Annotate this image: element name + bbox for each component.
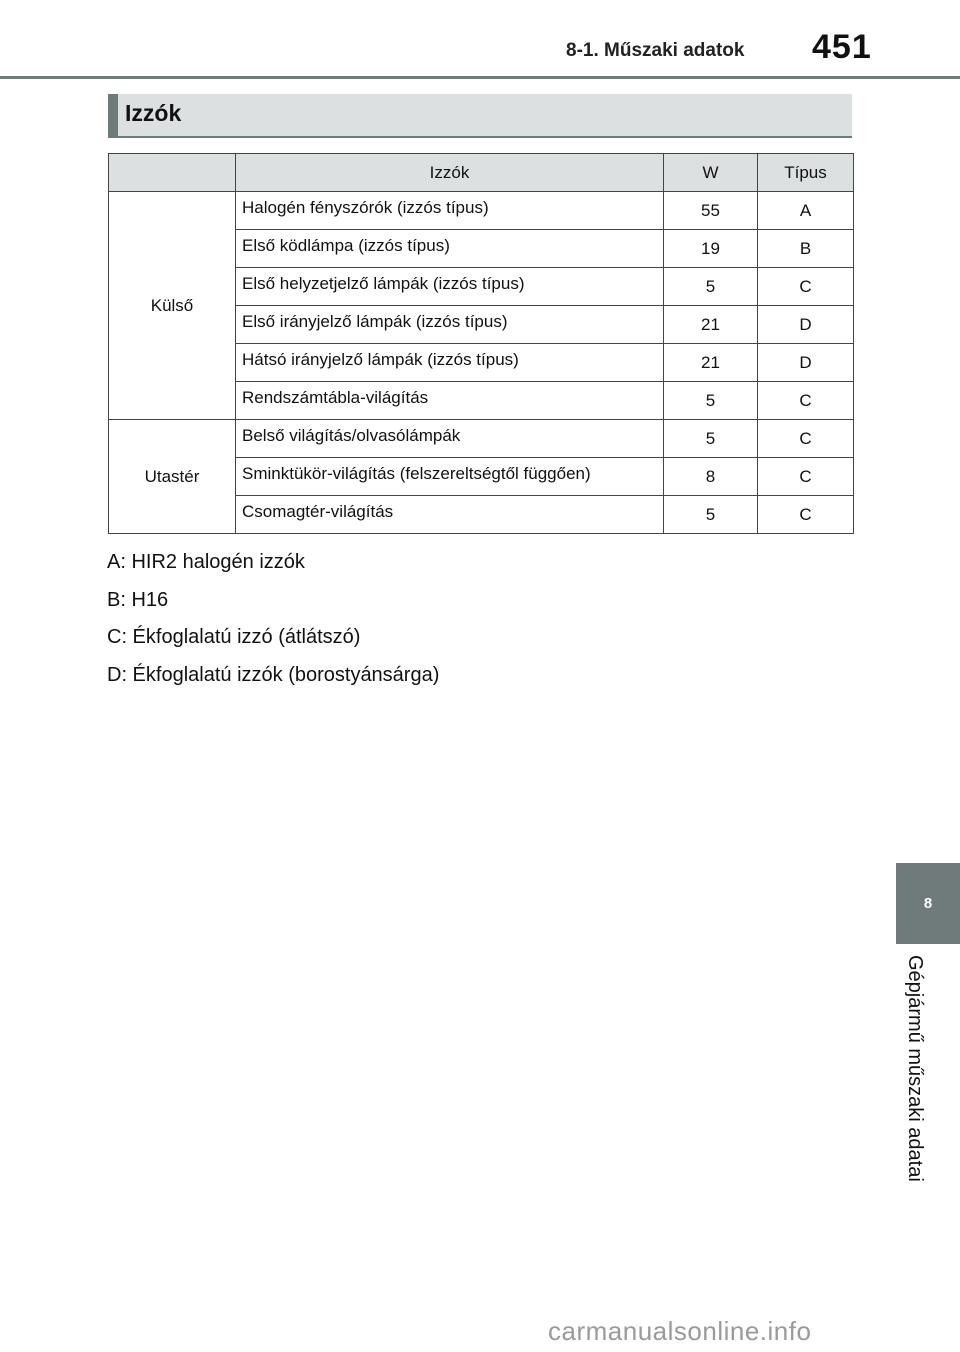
bulb-type: D xyxy=(758,344,854,382)
legend-item: C: Ékfoglalatú izzó (átlátszó) xyxy=(107,626,361,648)
header-divider xyxy=(0,76,960,79)
bulb-name: Halogén fényszórók (izzós típus) xyxy=(236,192,664,230)
bulb-name: Sminktükör-világítás (felszereltségtől függően) xyxy=(236,458,664,496)
bulb-type: C xyxy=(758,268,854,306)
bulb-wattage: 5 xyxy=(664,268,758,306)
bulb-wattage: 8 xyxy=(664,458,758,496)
bulb-name: Hátsó irányjelző lámpák (izzós típus) xyxy=(236,344,664,382)
bulb-type: C xyxy=(758,458,854,496)
section-accent-stripe xyxy=(108,94,118,136)
bulb-type: A xyxy=(758,192,854,230)
bulb-type: C xyxy=(758,420,854,458)
bulb-wattage: 21 xyxy=(664,344,758,382)
section-title: Izzók xyxy=(125,100,182,126)
bulb-type: C xyxy=(758,382,854,420)
running-header-title: 8-1. Műszaki adatok xyxy=(566,40,745,61)
bulb-wattage: 5 xyxy=(664,496,758,534)
bulb-table xyxy=(108,153,854,534)
bulb-name: Első irányjelző lámpák (izzós típus) xyxy=(236,306,664,344)
table-row xyxy=(109,420,854,458)
bulb-wattage: 5 xyxy=(664,420,758,458)
legend-item: A: HIR2 halogén izzók xyxy=(107,551,305,573)
bulb-name: Rendszámtábla-világítás xyxy=(236,382,664,420)
bulb-name: Első helyzetjelző lámpák (izzós típus) xyxy=(236,268,664,306)
bulb-type: D xyxy=(758,306,854,344)
bulb-type: C xyxy=(758,496,854,534)
watermark: carmanualsonline.info xyxy=(548,1316,812,1346)
table-header-cell: Típus xyxy=(758,154,854,192)
page-number: 451 xyxy=(812,28,872,66)
bulb-name: Első ködlámpa (izzós típus) xyxy=(236,230,664,268)
section-heading-bar xyxy=(108,94,852,138)
bulb-wattage: 19 xyxy=(664,230,758,268)
table-row xyxy=(109,192,854,230)
bulb-name: Belső világítás/olvasólámpák xyxy=(236,420,664,458)
bulb-wattage: 5 xyxy=(664,382,758,420)
legend-item: B: H16 xyxy=(107,588,169,611)
chapter-side-title: Gépjármű műszaki adatai xyxy=(904,955,926,1182)
table-header-cell xyxy=(109,154,236,192)
bulb-wattage: 21 xyxy=(664,306,758,344)
table-header-row xyxy=(109,154,854,192)
bulb-type-legend xyxy=(107,544,439,694)
bulb-wattage: 55 xyxy=(664,192,758,230)
group-label-exterior: Külső xyxy=(109,192,236,420)
group-label-interior: Utastér xyxy=(109,420,236,534)
bulb-type: B xyxy=(758,230,854,268)
legend-item: D: Ékfoglalatú izzók (borostyánsárga) xyxy=(107,663,440,686)
chapter-tab: 8 xyxy=(896,863,960,944)
table-header-cell: W xyxy=(664,154,758,192)
bulb-name: Csomagtér-világítás xyxy=(236,496,664,534)
table-header-cell: Izzók xyxy=(236,154,664,192)
